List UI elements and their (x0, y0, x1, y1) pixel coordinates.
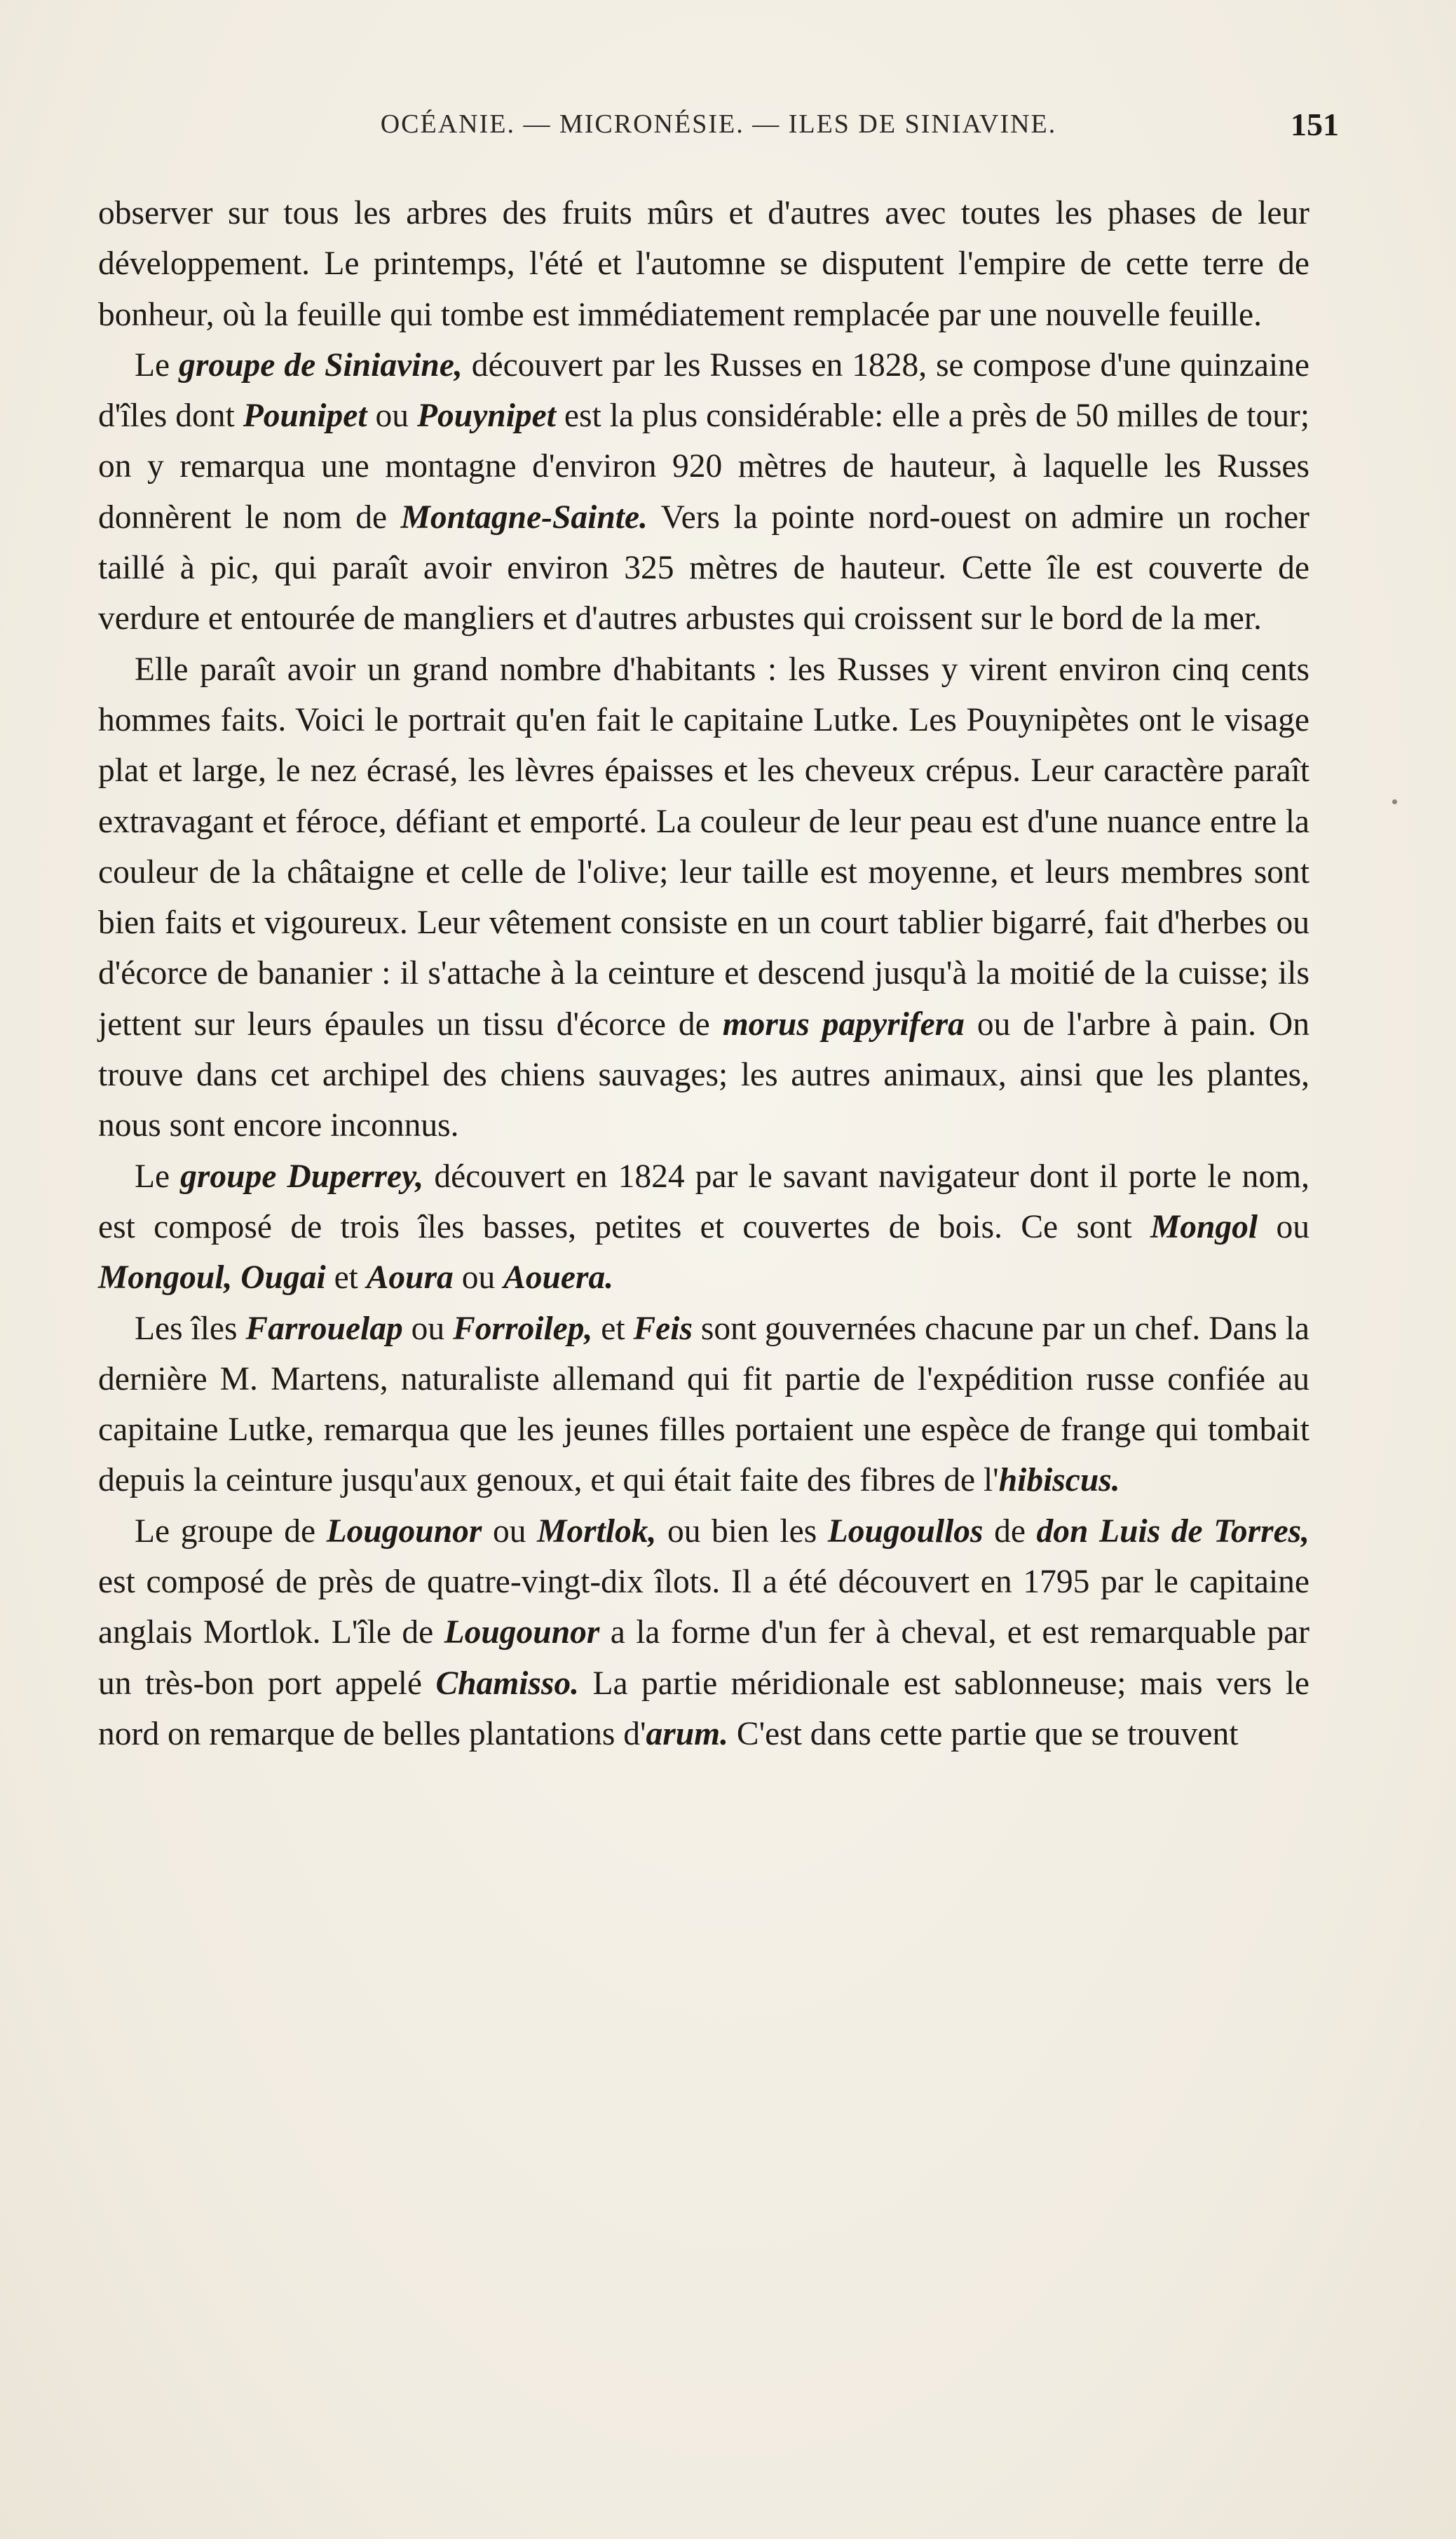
page-number: 151 (1291, 107, 1339, 142)
paragraph (98, 188, 1309, 340)
text-run: et (592, 1310, 634, 1347)
italic-text-run: Pounipet (243, 398, 367, 435)
text-run: découvert par les Russes en 1828, se compose d'une quinzaine d'îles dont (98, 346, 1309, 435)
paragraph (98, 1506, 1309, 1759)
italic-text-run: Forroilep, (453, 1310, 593, 1347)
text-run: a la forme d'un fer à cheval, et est remarquable par un très-bon port appelé (98, 1614, 1310, 1702)
text-run: Vers la pointe nord-ouest on admire un rocher taillé à pic, qui paraît avoir environ 325 mètres de hauteur. Cette île est couverte de verdure et entourée de mangliers et d'autres arbustes qui croissent sur le bord de la mer. (98, 499, 1309, 637)
paragraph (98, 1304, 1309, 1506)
italic-text-run: arum. (646, 1715, 729, 1752)
body-text (98, 188, 1309, 1759)
italic-text-run: groupe Duperrey, (180, 1158, 424, 1195)
italic-text-run: Mortlok, (537, 1512, 657, 1550)
running-head: OCÉANIE. — MICRONÉSIE. — ILES DE SINIAVINE. (380, 109, 1057, 139)
italic-text-run: hibiscus. (998, 1462, 1120, 1499)
text-run: est composé de près de quatre-vingt-dix îlots. Il a été découvert en 1795 par le capitaine anglais Mortlok. L'île de (98, 1564, 1309, 1651)
text-run: ou (367, 398, 418, 435)
text-run: ou (482, 1512, 538, 1550)
text-run: Le groupe de (135, 1512, 327, 1550)
text-run: de (983, 1512, 1037, 1550)
italic-text-run: morus papyrifera (722, 1006, 965, 1043)
italic-text-run: don Luis de Torres, (1036, 1512, 1310, 1550)
text-run: observer sur tous les arbres des fruits mûrs et d'autres avec toutes les phases de leur développement. Le printemps, l'été et l'automne se disputent l'empire de cette terre de bonheur, où la feuille qui tombe est immédiatement remplacée par une nouvelle feuille. (98, 195, 1309, 333)
paragraph (98, 340, 1309, 644)
italic-text-run: Montagne-Sainte. (400, 499, 648, 536)
text-run: ou (402, 1310, 454, 1347)
page-header (98, 109, 1339, 151)
text-run: sont gouvernées chacune par un chef. Dans la dernière M. Martens, naturaliste allemand qui fit partie de l'expédition russe confiée au capitaine Lutke, remarqua que les jeunes filles portaient une espèce de frange qui tombait depuis la ceinture jusqu'aux genoux, et qui était faite des fibres de l' (98, 1310, 1310, 1499)
text-run: Elle paraît avoir un grand nombre d'habitants : les Russes y virent environ cinq cents hommes faits. Voici le portrait qu'en fait le capitaine Lutke. Les Pouynipètes ont le visage plat et large, le nez écrasé, les lèvres épaisses et les cheveux crépus. Leur caractère paraît extravagant et féroce, défiant et emporté. La couleur de leur peau est d'une nuance entre la couleur de la châtaigne et celle de l'olive; leur taille est moyenne, et leurs membres sont bien faits et vigoureux. Leur vêtement consiste en un court tablier bigarré, fait d'herbes ou d'écorce de bananier : il s'attache à la ceinture et descend jusqu'à la moitié de la cuisse; ils jettent sur leurs épaules un tissu d'écorce de (98, 651, 1309, 1043)
text-run: ou bien les (656, 1512, 828, 1550)
paragraph (98, 1151, 1309, 1304)
italic-text-run: groupe de Siniavine, (179, 346, 463, 384)
italic-text-run: Lougoullos (827, 1512, 984, 1550)
italic-text-run: Mongol (1150, 1208, 1258, 1245)
text-run: ou (1258, 1208, 1309, 1245)
text-run: Le (135, 1158, 181, 1195)
italic-text-run: Mongoul, Ougai (98, 1259, 326, 1296)
text-run: Le (135, 346, 179, 384)
text-run: Les îles (135, 1310, 246, 1347)
italic-text-run: Aoura (366, 1259, 454, 1296)
italic-text-run: Farrouelap (245, 1310, 403, 1347)
italic-text-run: Lougounor (326, 1512, 482, 1550)
paper-speck (1392, 799, 1397, 804)
text-run: ou (453, 1259, 504, 1296)
paragraph (98, 644, 1309, 1151)
italic-text-run: Lougounor (444, 1614, 600, 1651)
italic-text-run: Chamisso. (435, 1665, 580, 1702)
italic-text-run: Feis (633, 1310, 693, 1347)
italic-text-run: Pouynipet (417, 398, 556, 435)
text-run: La partie méridionale est sablonneuse; mais vers le nord on remarque de belles plantations d' (98, 1665, 1309, 1752)
text-run: et (325, 1259, 367, 1296)
italic-text-run: Aouera. (503, 1259, 614, 1296)
text-run: ou de l'arbre à pain. On trouve dans cet archipel des chiens sauvages; les autres animaux, ainsi que les plantes, nous sont encore inconnus. (98, 1006, 1309, 1144)
text-run: découvert en 1824 par le savant navigateur dont il porte le nom, est composé de trois îles basses, petites et couvertes de bois. Ce sont (98, 1158, 1309, 1245)
text-run: est la plus considérable: elle a près de 50 milles de tour; on y remarqua une montagne d'environ 920 mètres de hauteur, à laquelle les Russes donnèrent le nom de (98, 398, 1310, 536)
text-run: C'est dans cette partie que se trouvent (728, 1715, 1239, 1752)
